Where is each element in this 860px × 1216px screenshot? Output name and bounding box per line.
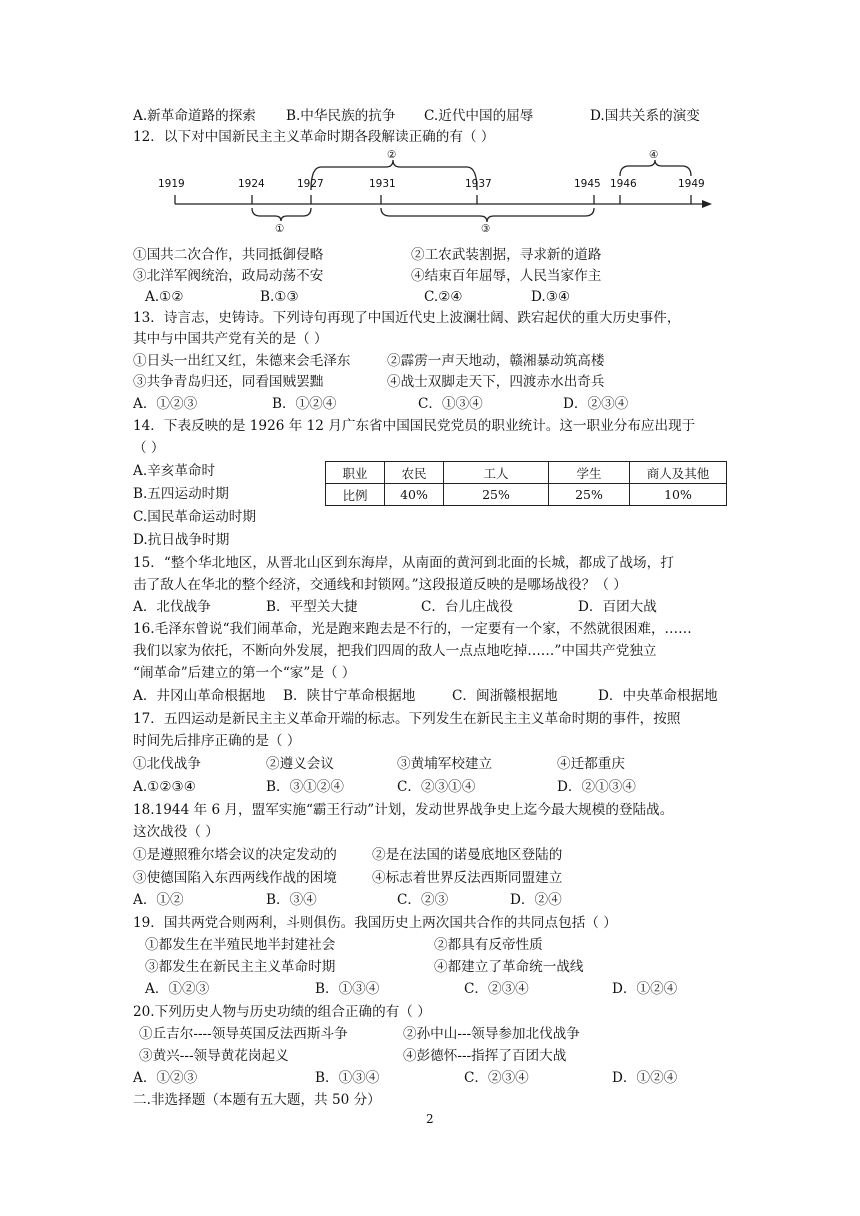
q12-option-a: A.①② — [145, 289, 184, 305]
tl-year-1927: 1927 — [297, 178, 324, 190]
q13-option-b: B．①②④ — [272, 396, 337, 412]
tl-bracket-2: ② — [387, 149, 397, 161]
q20-item-3: ③黄兴---领导黄花岗起义 — [139, 1048, 289, 1064]
q14-stem-2: （ ） — [133, 440, 165, 456]
q18-stem-2: 这次战役（ ） — [133, 824, 219, 840]
q17-item-3: ③黄埔军校建立 — [397, 756, 493, 772]
q12-item-2: ②工农武装割据，寻求新的道路 — [411, 247, 602, 263]
q16-option-a: A．井冈山革命根据地 — [133, 688, 266, 704]
table-cell: 农民 — [385, 462, 444, 484]
q12-item-1: ①国共二次合作，共同抵御侵略 — [133, 247, 324, 263]
table-cell: 25% — [444, 484, 549, 506]
q15-option-c: C．台儿庄战役 — [421, 599, 513, 615]
table-row — [326, 484, 727, 506]
tl-bracket-1: ① — [275, 223, 285, 235]
q20-option-a: A．①②③ — [133, 1070, 198, 1086]
q18-option-d: D．②④ — [510, 892, 562, 908]
q14-option-d: D.抗日战争时期 — [133, 532, 230, 548]
table-cell: 25% — [549, 484, 630, 506]
tl-year-1949: 1949 — [678, 178, 705, 190]
q15-stem-2: 击了敌人在华北的整个经济，交通线和封锁网。”这段报道反映的是哪场战役？（ ） — [133, 577, 627, 593]
q16-option-b: B．陕甘宁革命根据地 — [283, 688, 416, 704]
q20-option-c: C．②③④ — [464, 1070, 529, 1086]
q16-stem-2: 我们以家为依托，不断向外发展，把我们四周的敌人一点点地吃掉……”中国共产党独立 — [133, 643, 657, 659]
table-header-row — [326, 462, 727, 484]
q12-stem: 12．以下对中国新民主主义革命时期各段解读正确的有（ ） — [133, 129, 495, 145]
q13-item-4: ④战士双脚走天下，四渡赤水出奇兵 — [387, 374, 605, 390]
table-cell: 工人 — [444, 462, 549, 484]
table-cell: 10% — [630, 484, 727, 506]
tl-year-1937: 1937 — [465, 178, 492, 190]
q20-option-b: B．①③④ — [315, 1070, 380, 1086]
q18-item-4: ④标志着世界反法西斯同盟建立 — [372, 870, 563, 886]
tl-year-1946: 1946 — [610, 178, 637, 190]
q11-option-c: C.近代中国的屈辱 — [424, 108, 534, 124]
q12-option-b: B.①③ — [260, 289, 299, 305]
q19-option-a: A．①②③ — [145, 981, 210, 997]
q18-item-2: ②是在法国的诺曼底地区登陆的 — [372, 847, 563, 863]
q13-item-2: ②霹雳一声天地动，赣湘暴动筑高楼 — [387, 353, 605, 369]
q11-option-a: A.新革命道路的探索 — [133, 108, 256, 124]
q12-option-c: C.②④ — [424, 289, 463, 305]
q13-item-3: ③共争青岛归还，同看国贼罢黜 — [133, 374, 324, 390]
q19-item-3: ③都发生在新民主主义革命时期 — [145, 959, 336, 975]
q12-option-d: D.③④ — [531, 289, 571, 305]
q20-stem: 20.下列历史人物与历史功绩的组合正确的有（ ） — [133, 1004, 431, 1020]
q13-item-1: ①日头一出红又红，朱德来会毛泽东 — [133, 353, 351, 369]
tl-year-1919: 1919 — [158, 178, 185, 190]
q19-stem: 19．国共两党合则两利，斗则俱伤。我国历史上两次国共合作的共同点包括（ ） — [133, 915, 617, 931]
q15-option-a: A．北伐战争 — [133, 599, 211, 615]
q16-option-c: C．闽浙赣根据地 — [452, 688, 558, 704]
q16-stem-3: “闹革命”后建立的第一个“家”是（ ） — [133, 665, 356, 681]
table-cell: 比例 — [326, 484, 385, 506]
table-cell: 职业 — [326, 462, 385, 484]
q18-option-a: A．①② — [133, 892, 184, 908]
q18-stem-1: 18.1944 年 6 月，盟军实施“霸王行动”计划，发动世界战争史上迄今最大规模的登陆战。 — [133, 802, 674, 818]
q17-item-4: ④迁都重庆 — [557, 756, 625, 772]
q17-option-a: A.①②③④ — [133, 779, 196, 795]
q19-option-d: D．①②④ — [612, 981, 678, 997]
q18-item-3: ③使德国陷入东西两线作战的困境 — [133, 870, 337, 886]
q20-item-1: ①丘吉尔----领导英国反法西斯斗争 — [139, 1026, 348, 1042]
q13-stem-1: 13．诗言志，史铸诗。下列诗句再现了中国近代史上波澜壮阔、跌宕起伏的重大历史事件， — [133, 310, 681, 326]
q16-stem-1: 16.毛泽东曾说“我们闹革命，光是跑来跑去是不行的，一定要有一个家，不然就很困难，…… — [133, 621, 692, 637]
q13-option-a: A．①②③ — [133, 396, 198, 412]
q15-stem-1: 15．“整个华北地区，从晋北山区到东海岸，从南面的黄河到北面的长城，都成了战场，打 — [133, 555, 674, 571]
section-heading: 二.非选择题（本题有五大题，共 50 分） — [133, 1092, 381, 1108]
q20-option-d: D．①②④ — [612, 1070, 678, 1086]
q17-option-b: B．③①②④ — [266, 779, 344, 795]
table-cell: 商人及其他 — [630, 462, 727, 484]
q17-option-c: C．②③①④ — [397, 779, 476, 795]
timeline-diagram — [150, 146, 720, 238]
q14-option-b: B.五四运动时期 — [133, 486, 229, 502]
q11-option-d: D.国共关系的演变 — [590, 108, 700, 124]
tl-bracket-3: ③ — [481, 223, 491, 235]
q15-option-d: D．百团大战 — [578, 599, 657, 615]
tl-year-1931: 1931 — [369, 178, 396, 190]
q11-option-b: B.中华民族的抗争 — [286, 108, 396, 124]
q17-stem-2: 时间先后排序正确的是（ ） — [133, 733, 301, 749]
q19-option-b: B．①③④ — [315, 981, 380, 997]
page-number: 2 — [426, 1112, 434, 1126]
q12-item-4: ④结束百年屈辱，人民当家作主 — [411, 268, 602, 284]
q13-stem-2: 其中与中国共产党有关的是（ ） — [133, 331, 328, 347]
table-cell: 40% — [385, 484, 444, 506]
q16-option-d: D．中央革命根据地 — [598, 688, 718, 704]
q20-item-4: ④彭德怀---指挥了百团大战 — [403, 1048, 567, 1064]
q18-item-1: ①是遵照雅尔塔会议的决定发动的 — [133, 847, 337, 863]
q20-item-2: ②孙中山---领导参加北伐战争 — [403, 1026, 580, 1042]
q14-stem-1: 14．下表反映的是 1926 年 12 月广东省中国国民党党员的职业统计。这一职业分布应出现于 — [133, 418, 696, 434]
q19-item-4: ④都建立了革命统一战线 — [434, 959, 584, 975]
q19-item-2: ②都具有反帝性质 — [434, 937, 543, 953]
tl-year-1945: 1945 — [574, 178, 601, 190]
tl-year-1924: 1924 — [238, 178, 265, 190]
q19-option-c: C．②③④ — [464, 981, 529, 997]
q15-option-b: B．平型关大捷 — [266, 599, 358, 615]
q19-item-1: ①都发生在半殖民地半封建社会 — [145, 937, 336, 953]
q13-option-d: D．②③④ — [563, 396, 629, 412]
tl-bracket-4: ④ — [649, 149, 659, 161]
q14-option-c: C.国民革命运动时期 — [133, 509, 256, 525]
q18-option-c: C．②③ — [397, 892, 449, 908]
table-cell: 学生 — [549, 462, 630, 484]
q17-stem-1: 17．五四运动是新民主主义革命开端的标志。下列发生在新民主主义革命时期的事件，按照 — [133, 711, 681, 727]
q17-option-d: D．②①③④ — [557, 779, 636, 795]
occupation-table — [325, 461, 727, 506]
q13-option-c: C．①③④ — [418, 396, 483, 412]
q18-option-b: B．③④ — [266, 892, 317, 908]
q14-option-a: A.辛亥革命时 — [133, 463, 216, 479]
q17-item-2: ②遵义会议 — [266, 756, 334, 772]
q17-item-1: ①北伐战争 — [133, 756, 201, 772]
q12-item-3: ③北洋军阀统治，政局动荡不安 — [133, 268, 324, 284]
